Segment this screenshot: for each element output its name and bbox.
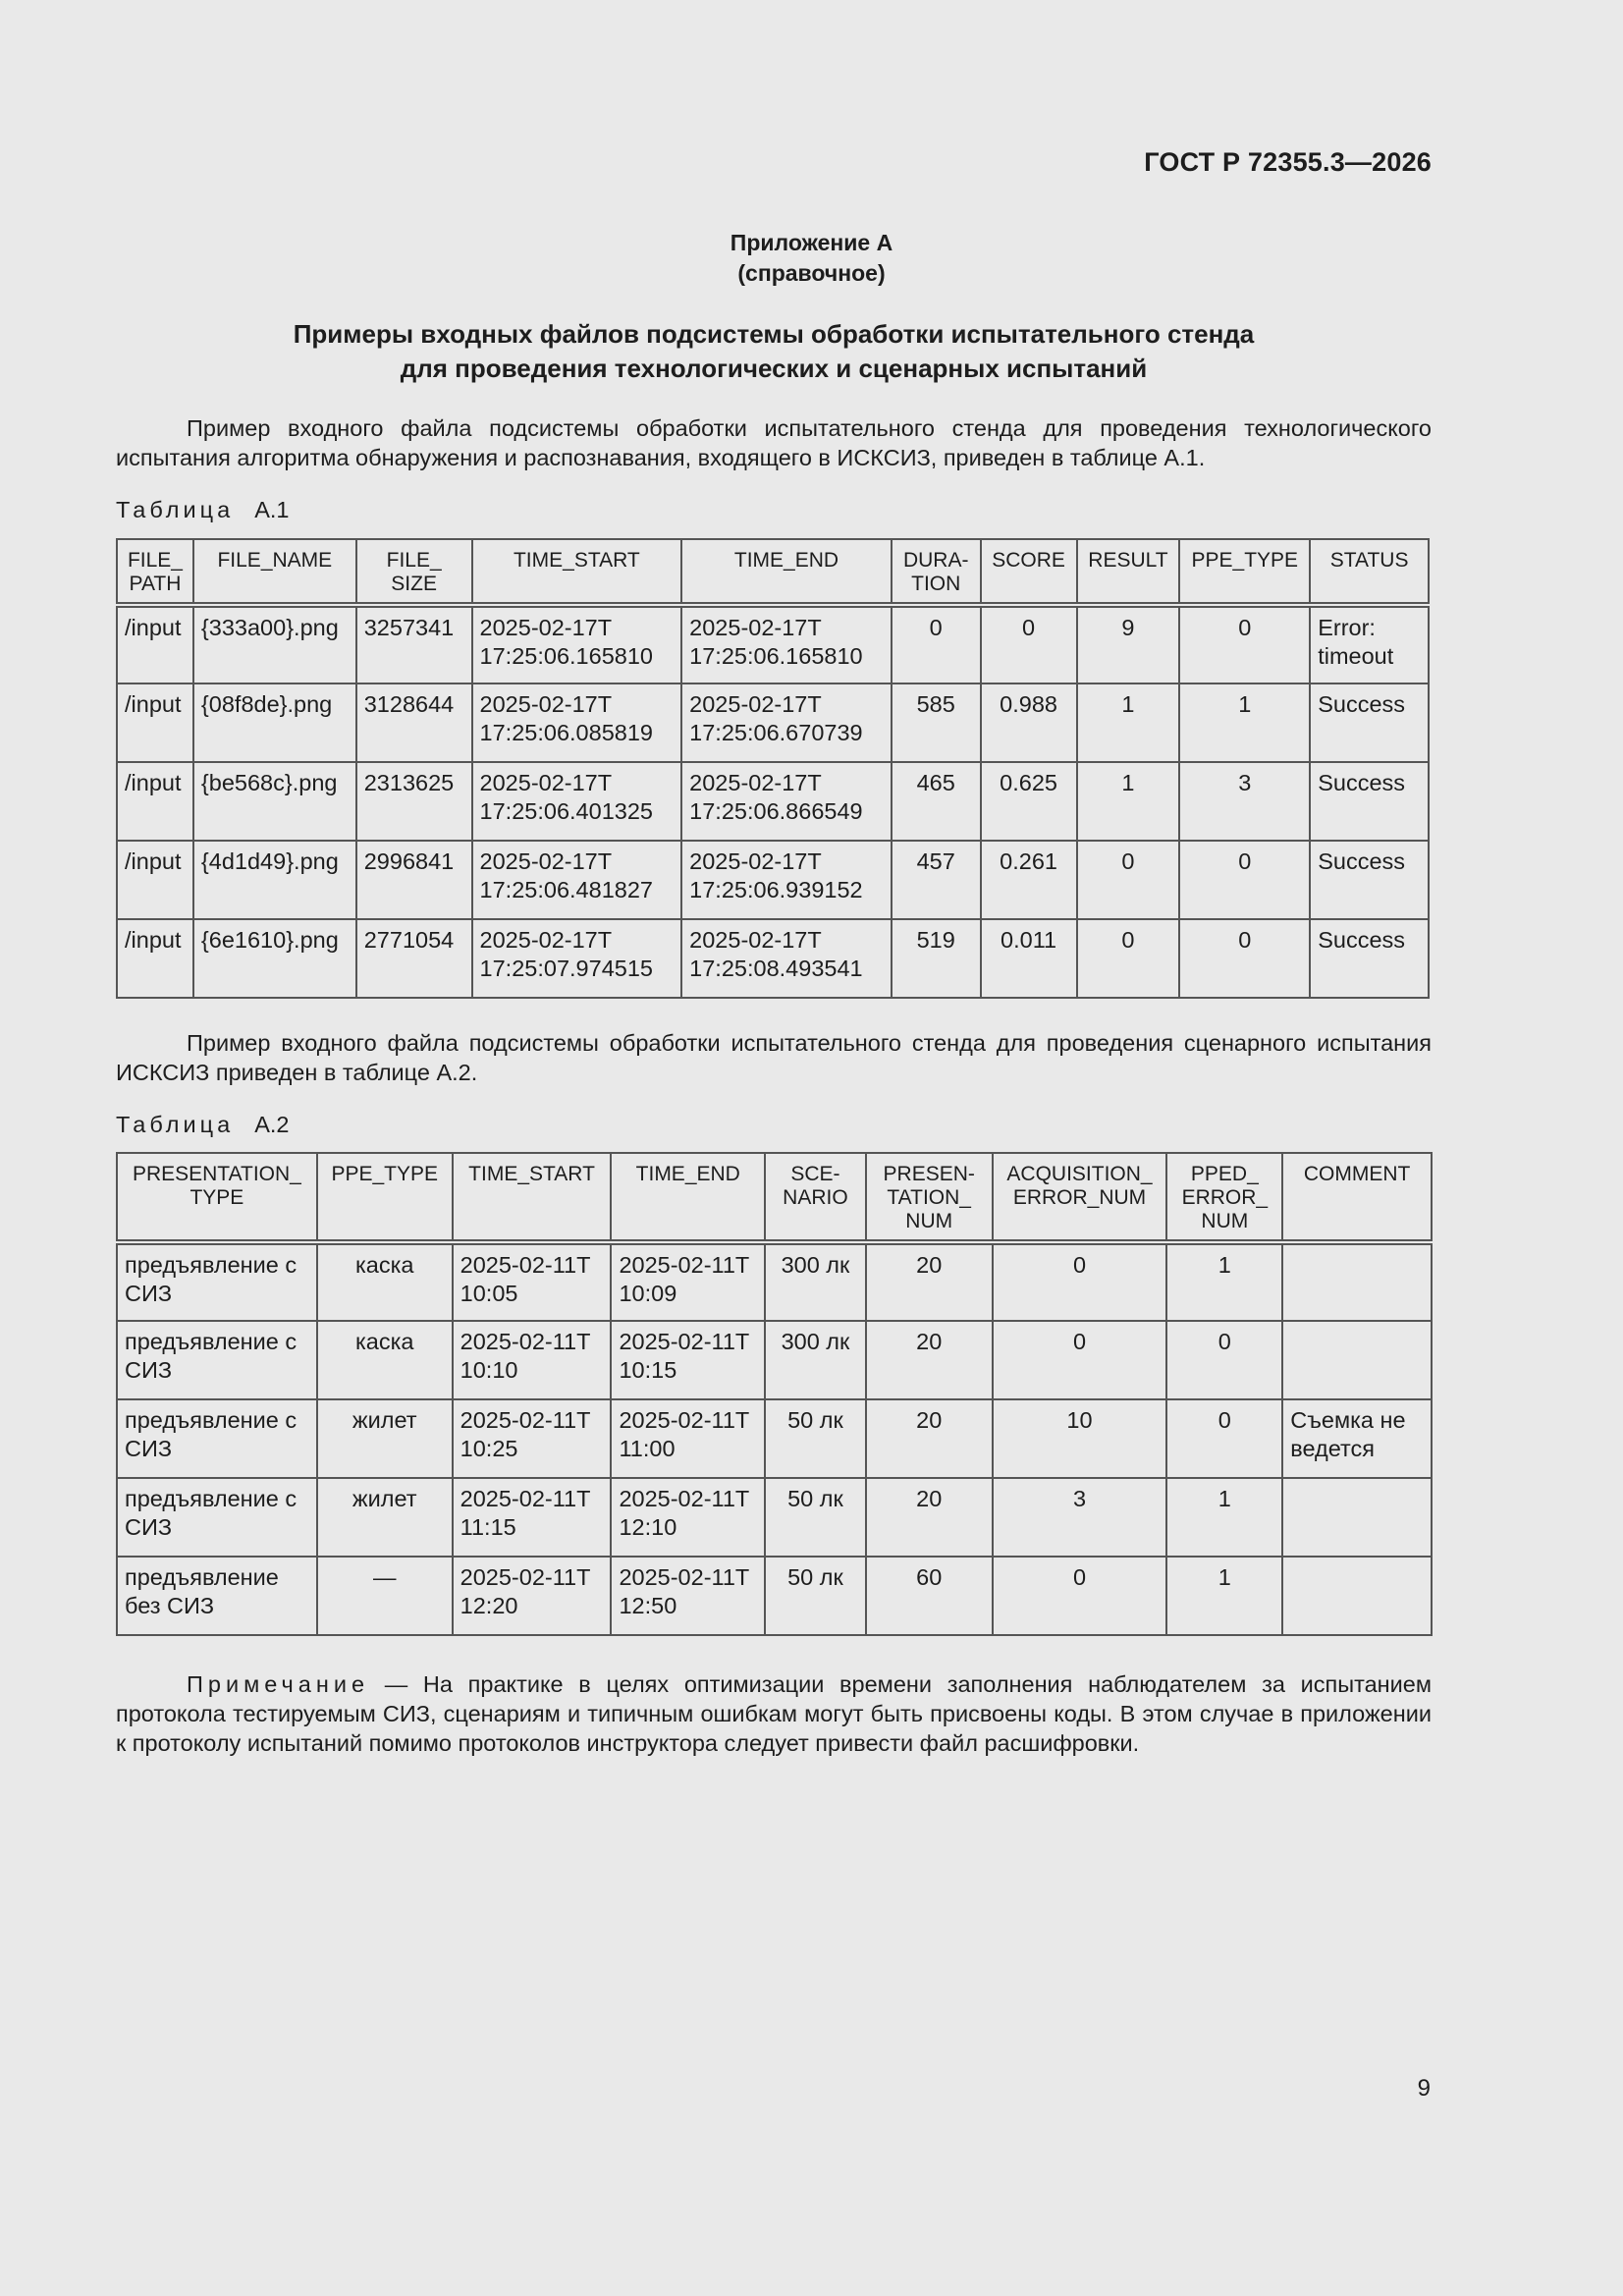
table-cell: предъявление без СИЗ: [117, 1557, 317, 1635]
table-cell: 300 лк: [765, 1242, 866, 1321]
table1-header-cell: DURA- TION: [892, 539, 981, 605]
table-row: [117, 1478, 1432, 1557]
table-cell: 10: [993, 1399, 1167, 1478]
table-cell: Success: [1310, 841, 1429, 919]
table-cell: Съемка не ведется: [1282, 1399, 1432, 1478]
table-cell: каска: [317, 1321, 453, 1399]
paragraph-1-text: Пример входного файла подсистемы обработки испытательного стенда для проведения технологического испытания алгоритма обнаружения и распознавания, входящего в ИСКСИЗ, приведен в таблице А.1.: [116, 415, 1432, 470]
table2-header-cell: PPED_ ERROR_ NUM: [1166, 1153, 1282, 1242]
table1-header-cell: FILE_ SIZE: [356, 539, 472, 605]
table-cell: предъявление с СИЗ: [117, 1321, 317, 1399]
table-cell: 2025-02-17T 17:25:06.866549: [681, 762, 892, 841]
table-cell: {be568c}.png: [193, 762, 356, 841]
table-cell: 2025-02-11T 12:20: [453, 1557, 612, 1635]
table-row: [117, 841, 1429, 919]
table-cell: —: [317, 1557, 453, 1635]
table2-header-cell: SCE- NARIO: [765, 1153, 866, 1242]
note-text: — На практике в целях оптимизации времени заполнения наблюдателем за испытанием протокола тестируемым СИЗ, сценариям и типичным ошибкам могут быть присвоены коды. В этом случае в приложении к протоколу испытаний помимо протоколов инструктора следует привести файл расшифровки.: [116, 1671, 1432, 1756]
table-cell: 20: [866, 1321, 993, 1399]
table-cell: 0.011: [981, 919, 1077, 998]
table-cell: 2025-02-17T 17:25:06.165810: [681, 605, 892, 683]
table-row: [117, 683, 1429, 762]
table-row: [117, 1557, 1432, 1635]
table-cell: Success: [1310, 683, 1429, 762]
table-cell: {333a00}.png: [193, 605, 356, 683]
table1-header-cell: RESULT: [1077, 539, 1180, 605]
table-cell: [1282, 1242, 1432, 1321]
table-cell: 0: [1166, 1321, 1282, 1399]
table-cell: 2025-02-17T 17:25:06.939152: [681, 841, 892, 919]
table2-header-cell: TIME_START: [453, 1153, 612, 1242]
table-row: [117, 1242, 1432, 1321]
table-cell: 1: [1077, 762, 1180, 841]
table-2-caption: [116, 1112, 290, 1138]
table-cell: 2025-02-11T 10:10: [453, 1321, 612, 1399]
table-row: [117, 762, 1429, 841]
appendix-title: [0, 317, 1547, 386]
table-1-caption-word: Таблица: [116, 497, 235, 522]
table-cell: 0.625: [981, 762, 1077, 841]
table-cell: /input: [117, 841, 193, 919]
table-cell: 50 лк: [765, 1557, 866, 1635]
table-cell: 2025-02-11T 12:10: [611, 1478, 765, 1557]
table-cell: 2996841: [356, 841, 472, 919]
table1-header-cell: FILE_NAME: [193, 539, 356, 605]
table2-header-cell: PPE_TYPE: [317, 1153, 453, 1242]
table-cell: 20: [866, 1242, 993, 1321]
table-cell: Success: [1310, 919, 1429, 998]
table-cell: 2025-02-11T 11:00: [611, 1399, 765, 1478]
table-cell: 0.988: [981, 683, 1077, 762]
table-cell: 585: [892, 683, 981, 762]
table-cell: жилет: [317, 1399, 453, 1478]
table-cell: 50 лк: [765, 1478, 866, 1557]
table-cell: Error: timeout: [1310, 605, 1429, 683]
table-cell: 2025-02-11T 10:09: [611, 1242, 765, 1321]
table2-header-cell: TIME_END: [611, 1153, 765, 1242]
table-cell: предъявление с СИЗ: [117, 1399, 317, 1478]
table-cell: предъявление с СИЗ: [117, 1478, 317, 1557]
table-cell: 2025-02-17T 17:25:06.481827: [472, 841, 682, 919]
paragraph-2-text: Пример входного файла подсистемы обработки испытательного стенда для проведения сценарного испытания ИСКСИЗ приведен в таблице А.2.: [116, 1030, 1432, 1085]
table-cell: каска: [317, 1242, 453, 1321]
table-cell: 300 лк: [765, 1321, 866, 1399]
table-cell: {4d1d49}.png: [193, 841, 356, 919]
table-cell: [1282, 1321, 1432, 1399]
appendix-title-line1: Примеры входных файлов подсистемы обработки испытательного стенда: [293, 319, 1255, 349]
table-2-header-row: [117, 1153, 1432, 1242]
table-cell: 2025-02-11T 10:25: [453, 1399, 612, 1478]
table2-header-cell: COMMENT: [1282, 1153, 1432, 1242]
table-cell: 0: [981, 605, 1077, 683]
table-row: [117, 1321, 1432, 1399]
table-cell: /input: [117, 762, 193, 841]
note-label: Примечание: [187, 1671, 370, 1697]
table-cell: 20: [866, 1399, 993, 1478]
table-cell: /input: [117, 683, 193, 762]
table-cell: предъявление с СИЗ: [117, 1242, 317, 1321]
table-1: [116, 538, 1430, 999]
table-cell: 0: [993, 1242, 1167, 1321]
table-cell: 2025-02-17T 17:25:06.085819: [472, 683, 682, 762]
table-cell: 1: [1166, 1557, 1282, 1635]
table-cell: 519: [892, 919, 981, 998]
table-cell: жилет: [317, 1478, 453, 1557]
table-2-caption-number: А.2: [254, 1112, 290, 1137]
table-cell: 9: [1077, 605, 1180, 683]
table-cell: 3: [993, 1478, 1167, 1557]
table-2: [116, 1152, 1433, 1636]
note: [116, 1669, 1432, 1758]
table-cell: 20: [866, 1478, 993, 1557]
appendix-type: (справочное): [737, 260, 886, 286]
table-row: [117, 1399, 1432, 1478]
standard-designation: ГОСТ Р 72355.3—2026: [1144, 147, 1432, 177]
table-cell: 2025-02-11T 10:05: [453, 1242, 612, 1321]
table-cell: 457: [892, 841, 981, 919]
table-cell: /input: [117, 605, 193, 683]
table-cell: 0: [1179, 841, 1310, 919]
table-cell: 3: [1179, 762, 1310, 841]
appendix-label: Приложение А: [730, 230, 893, 255]
table-cell: 2025-02-11T 11:15: [453, 1478, 612, 1557]
table-cell: 0: [892, 605, 981, 683]
table-cell: 2025-02-17T 17:25:06.670739: [681, 683, 892, 762]
table-1-caption-number: А.1: [254, 497, 290, 522]
table-cell: [1282, 1557, 1432, 1635]
table-cell: 2025-02-11T 12:50: [611, 1557, 765, 1635]
table2-header-cell: ACQUISITION_ ERROR_NUM: [993, 1153, 1167, 1242]
page-number: 9: [1417, 2075, 1431, 2102]
table1-header-cell: TIME_END: [681, 539, 892, 605]
table-cell: 0: [1179, 605, 1310, 683]
table-cell: 1: [1077, 683, 1180, 762]
table-cell: 2025-02-11T 10:15: [611, 1321, 765, 1399]
table1-header-cell: FILE_ PATH: [117, 539, 193, 605]
table-cell: 2771054: [356, 919, 472, 998]
table-cell: 50 лк: [765, 1399, 866, 1478]
paragraph-2: [116, 1028, 1432, 1087]
table-cell: 1: [1166, 1242, 1282, 1321]
table-cell: 0: [1077, 919, 1180, 998]
table-cell: {08f8de}.png: [193, 683, 356, 762]
table-cell: /input: [117, 919, 193, 998]
appendix-title-line2: для проведения технологических и сценарных испытаний: [400, 354, 1148, 383]
table-cell: 1: [1166, 1478, 1282, 1557]
table-cell: 465: [892, 762, 981, 841]
table-cell: 2313625: [356, 762, 472, 841]
table-cell: 0: [1179, 919, 1310, 998]
table-cell: 3128644: [356, 683, 472, 762]
table1-header-cell: TIME_START: [472, 539, 682, 605]
table-cell: 0: [993, 1557, 1167, 1635]
table-row: [117, 605, 1429, 683]
table-2-caption-word: Таблица: [116, 1112, 235, 1137]
table-row: [117, 919, 1429, 998]
table2-header-cell: PRESEN- TATION_ NUM: [866, 1153, 993, 1242]
paragraph-1: [116, 413, 1432, 472]
table-cell: 2025-02-17T 17:25:06.165810: [472, 605, 682, 683]
table1-header-cell: STATUS: [1310, 539, 1429, 605]
table-cell: {6e1610}.png: [193, 919, 356, 998]
table-cell: Success: [1310, 762, 1429, 841]
table2-header-cell: PRESENTATION_ TYPE: [117, 1153, 317, 1242]
table-cell: 3257341: [356, 605, 472, 683]
table1-header-cell: SCORE: [981, 539, 1077, 605]
table-cell: 2025-02-17T 17:25:08.493541: [681, 919, 892, 998]
table-1-header-row: [117, 539, 1429, 605]
table-cell: 1: [1179, 683, 1310, 762]
table1-header-cell: PPE_TYPE: [1179, 539, 1310, 605]
table-cell: 0: [1166, 1399, 1282, 1478]
table-1-caption: [116, 497, 290, 523]
table-cell: 0: [1077, 841, 1180, 919]
table-cell: 0.261: [981, 841, 1077, 919]
table-cell: 2025-02-17T 17:25:06.401325: [472, 762, 682, 841]
table-cell: [1282, 1478, 1432, 1557]
table-cell: 2025-02-17T 17:25:07.974515: [472, 919, 682, 998]
table-cell: 60: [866, 1557, 993, 1635]
table-cell: 0: [993, 1321, 1167, 1399]
